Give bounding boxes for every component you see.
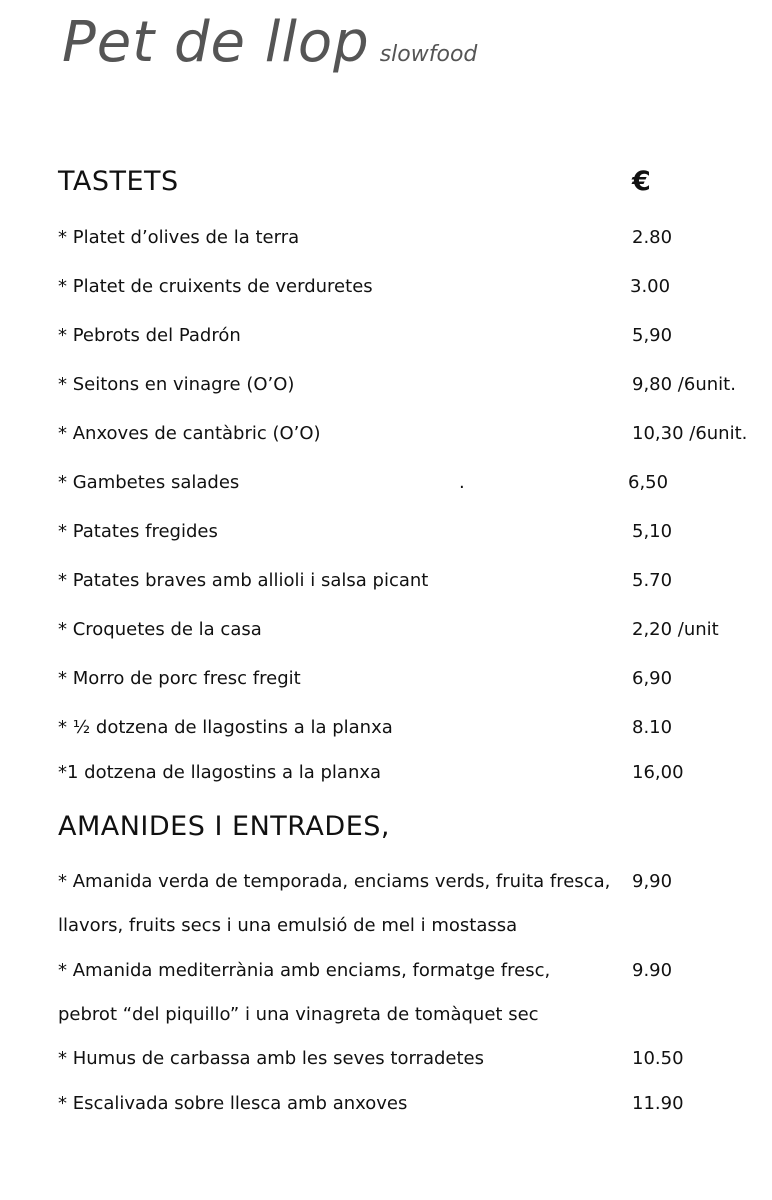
- menu-item-price: 6,90: [632, 668, 673, 689]
- section-title-tastets: TASTETS: [58, 166, 179, 197]
- restaurant-name: Pet de llop: [62, 10, 370, 75]
- menu-item-continuation: llavors, fruits secs i una emulsió de mel i mostassa: [58, 915, 518, 936]
- restaurant-tagline: slowfood: [379, 42, 478, 67]
- section-title-amanides: AMANIDES I ENTRADES,: [58, 811, 390, 842]
- menu-item: * Platet d’olives de la terra: [58, 227, 300, 248]
- currency-header: €: [632, 166, 651, 197]
- menu-item: * Humus de carbassa amb les seves torradetes: [58, 1048, 484, 1069]
- menu-item-price: 11.90: [632, 1093, 684, 1114]
- restaurant-logo: [62, 10, 477, 75]
- menu-item: * Anxoves de cantàbric (O’O): [58, 423, 321, 444]
- menu-item-price: 3.00: [630, 276, 671, 297]
- menu-item: * Amanida mediterrània amb enciams, formatge fresc,: [58, 960, 551, 981]
- menu-item-price: 2,20 /unit: [632, 619, 719, 640]
- menu-item: * Platet de cruixents de verduretes: [58, 276, 373, 297]
- menu-item-price: 9,90: [632, 871, 673, 892]
- menu-item-price: 5,10: [632, 521, 673, 542]
- menu-item: * Patates braves amb allioli i salsa picant: [58, 570, 429, 591]
- menu-item: *1 dotzena de llagostins a la planxa: [58, 762, 382, 783]
- menu-item-price: 6,50: [628, 472, 669, 493]
- menu-item: * Patates fregides: [58, 521, 218, 542]
- menu-item-price: 9.90: [632, 960, 673, 981]
- menu-item: * Morro de porc fresc fregit: [58, 668, 301, 689]
- stray-dot: .: [459, 472, 465, 493]
- menu-item-price: 5,90: [632, 325, 673, 346]
- menu-item-continuation: pebrot “del piquillo” i una vinagreta de tomàquet sec: [58, 1004, 539, 1025]
- menu-item: * Seitons en vinagre (O’O): [58, 374, 295, 395]
- menu-item: * Pebrots del Padrón: [58, 325, 241, 346]
- menu-item: * Amanida verda de temporada, enciams verds, fruita fresca,: [58, 871, 611, 892]
- menu-item-price: 2.80: [632, 227, 673, 248]
- menu-item: * ½ dotzena de llagostins a la planxa: [58, 717, 393, 738]
- menu-item-price: 9,80 /6unit.: [632, 374, 736, 395]
- menu-item-price: 16,00: [632, 762, 684, 783]
- menu-item-price: 10.50: [632, 1048, 684, 1069]
- menu-item-price: 8.10: [632, 717, 673, 738]
- menu-item: * Escalivada sobre llesca amb anxoves: [58, 1093, 408, 1114]
- menu-item: * Gambetes salades: [58, 472, 240, 493]
- menu-item-price: 5.70: [632, 570, 673, 591]
- menu-item-price: 10,30 /6unit.: [632, 423, 748, 444]
- menu-item: * Croquetes de la casa: [58, 619, 262, 640]
